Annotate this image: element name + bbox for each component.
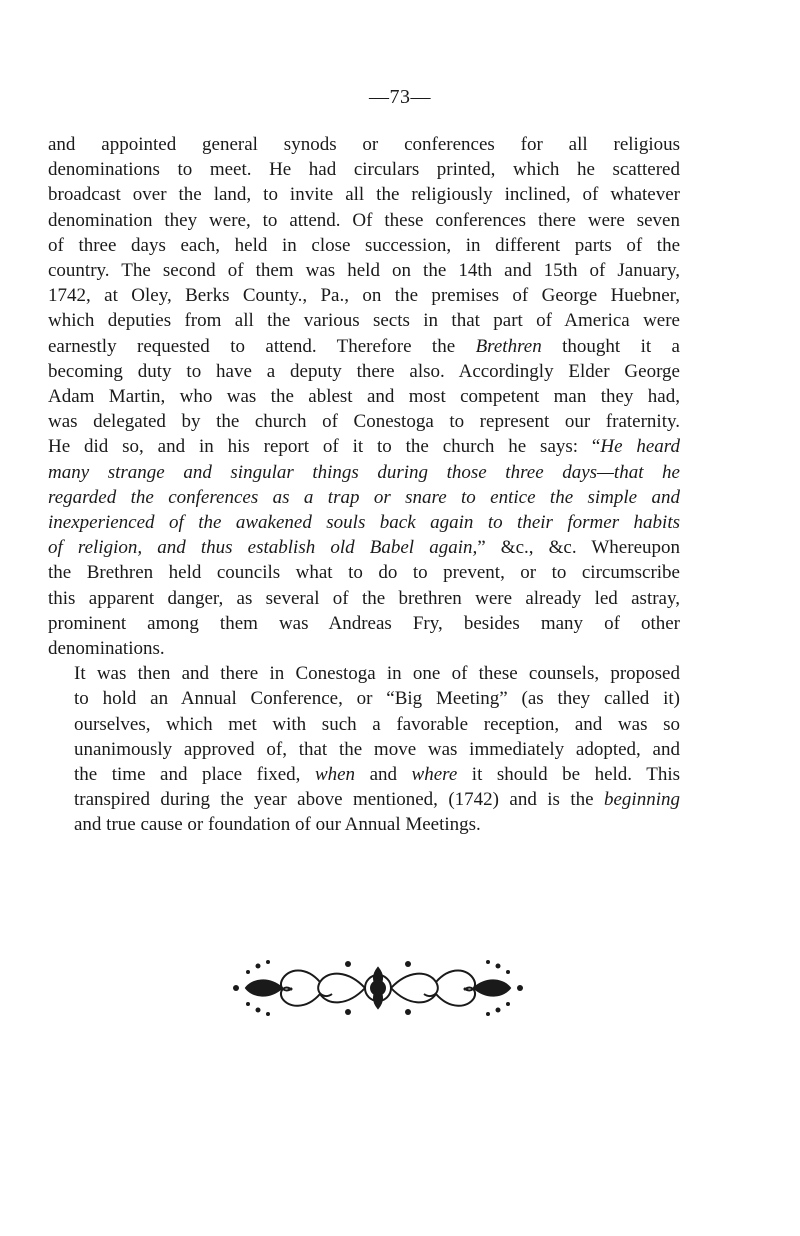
body-text: [48, 132, 680, 838]
text-line: [48, 308, 680, 333]
text-run: it should be held. This: [457, 764, 680, 786]
text-run: to hold an Annual Conference, or “Big Meeting” (as they called it): [74, 688, 680, 710]
text-run: becoming duty to have a deputy there also. Accordingly Elder George: [48, 360, 680, 382]
text-line: [48, 460, 680, 485]
text-line: [48, 157, 680, 182]
text-run: and appointed general synods or conferences for all religious: [48, 134, 680, 155]
text-run: this apparent danger, as several of the brethren were already led astray,: [48, 587, 680, 609]
printers-ornament-icon: [228, 956, 528, 1020]
text-run: It was then and there in Conestoga in one of these counsels, proposed: [74, 663, 680, 685]
italic-run: Brethren: [475, 335, 542, 357]
italic-run: many strange and singular things during those three days—that he: [48, 461, 680, 483]
paragraph-1: [48, 132, 680, 661]
paragraph-2: [48, 661, 680, 837]
text-run: and true cause or foundation of our Annual Meetings.: [74, 814, 481, 836]
text-run: prominent among them was Andreas Fry, besides many of other: [48, 612, 680, 634]
text-line: [48, 787, 680, 812]
text-run: unanimously approved of, that the move was immediately adopted, and: [74, 738, 680, 760]
text-line: [48, 686, 680, 711]
text-run: the time and place fixed,: [74, 764, 315, 786]
text-line: [48, 812, 680, 837]
text-line: [48, 737, 680, 762]
text-line: [48, 283, 680, 308]
text-run: He did so, and in his report of it to the church he says: “: [48, 436, 601, 458]
text-run: broadcast over the land, to invite all the religiously inclined, of whatever: [48, 184, 680, 206]
italic-run: when: [314, 764, 356, 786]
text-run: was delegated by the church of Conestoga to represent our fraternity.: [48, 411, 680, 433]
text-run: of three days each, held in close succession, in different parts of the: [48, 234, 680, 256]
text-line: [48, 409, 680, 434]
text-line: [48, 611, 680, 636]
text-line: [48, 586, 680, 611]
page-number: —73—: [369, 86, 431, 108]
text-line: [48, 384, 680, 409]
text-line: [48, 661, 680, 686]
text-line: [48, 359, 680, 384]
text-run: which deputies from all the various sects in that part of America were: [48, 310, 680, 332]
italic-run: inexperienced of the awakened souls back again to their former habits: [48, 512, 680, 534]
text-line: [48, 636, 680, 661]
text-run: country. The second of them was held on the 14th and 15th of January,: [48, 260, 680, 282]
text-run: 1742, at Oley, Berks County., Pa., on the premises of George Huebner,: [48, 285, 680, 307]
text-line: [48, 258, 680, 283]
text-run: and: [355, 764, 412, 786]
italic-run: of religion, and thus establish old Babel again,: [48, 537, 478, 559]
text-line: [48, 233, 680, 258]
text-run: Adam Martin, who was the ablest and most competent man they had,: [48, 386, 680, 408]
text-line: [48, 434, 680, 459]
text-run: denominations to meet. He had circulars printed, which he scattered: [48, 159, 680, 181]
text-run: ” &c., &c. Whereupon: [477, 537, 681, 559]
text-line: [48, 334, 680, 359]
text-run: transpired during the year above mentioned, (1742) and is the: [74, 789, 604, 811]
text-line: [48, 208, 680, 233]
text-line: [48, 712, 680, 737]
text-run: thought it a: [541, 335, 680, 357]
text-line: [48, 182, 680, 207]
text-line: [48, 762, 680, 787]
text-run: denominations.: [48, 638, 165, 660]
text-line: [48, 132, 680, 157]
italic-run: regarded the conferences as a trap or snare to entice the simple and: [48, 486, 680, 508]
text-line: [48, 535, 680, 560]
text-run: the Brethren held councils what to do to prevent, or to circumscribe: [48, 562, 680, 584]
text-line: [48, 560, 680, 585]
italic-run: He heard: [600, 436, 680, 458]
text-run: denomination they were, to attend. Of these conferences there were seven: [48, 209, 680, 231]
text-line: [48, 510, 680, 535]
text-run: ourselves, which met with such a favorable reception, and was so: [74, 713, 680, 735]
text-run: earnestly requested to attend. Therefore the: [48, 335, 476, 357]
italic-run: where: [411, 764, 458, 786]
italic-run: beginning: [604, 789, 680, 811]
text-line: [48, 485, 680, 510]
